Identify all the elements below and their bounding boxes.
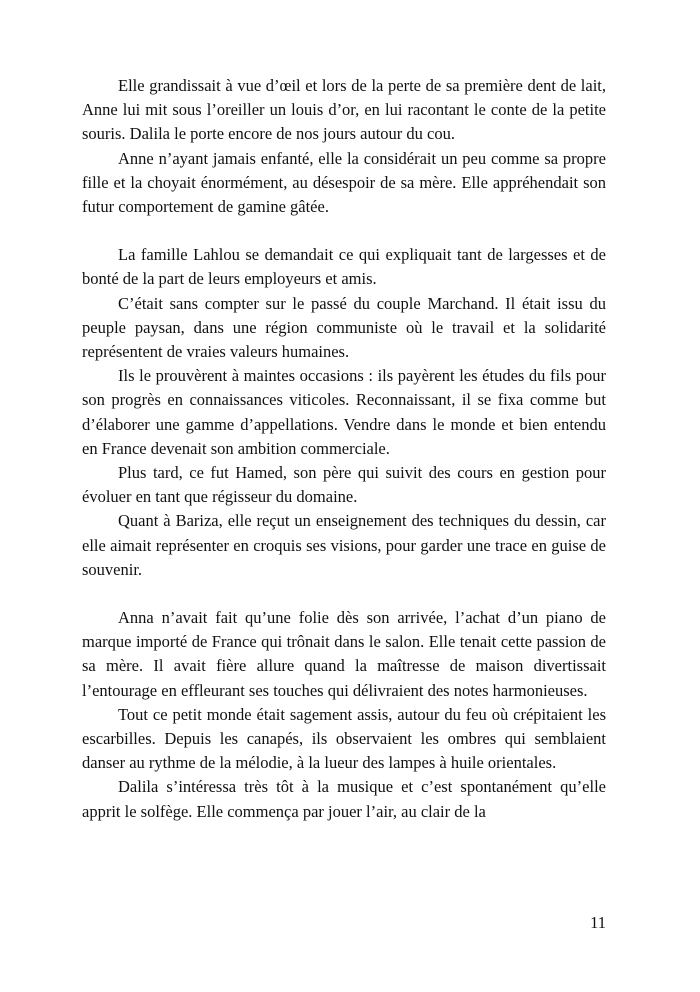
paragraph: Tout ce petit monde était sagement assis, autour du feu où crépitaient les escarbilles. Depuis les canapés, ils observaient les ombres qui semblaient danser au rythme de la mélodie, à la lueur des lampes à huile orientales. [82, 704, 606, 773]
page-body [82, 74, 606, 824]
paragraph: Ils le prouvèrent à maintes occasions : ils payèrent les études du fils pour son progrès en connaissances viticoles. Reconnaissant, il se fixa comme but d’élaborer une gamme d’appellations. Vendre dans le monde et bien entendu en France devenait son ambition commerciale. [82, 366, 606, 458]
paragraph: La famille Lahlou se demandait ce qui expliquait tant de largesses et de bonté de la part de leurs employeurs et amis. [82, 245, 606, 289]
paragraph: Quant à Bariza, elle reçut un enseignement des techniques du dessin, car elle aimait représenter en croquis ses visions, pour garder une trace en guise de souvenir. [82, 511, 606, 579]
paragraph: Elle grandissait à vue d’œil et lors de la perte de sa première dent de lait, Anne lui mit sous l’oreiller un louis d’or, en lui racontant le conte de la petite souris. Dalila le porte encore de nos jours autour du cou. [82, 76, 606, 144]
paragraph: Dalila s’intéressa très tôt à la musique et c’est spontanément qu’elle apprit le solfège. Elle commença par jouer l’air, au clair de la [82, 777, 606, 821]
paragraph: Anna n’avait fait qu’une folie dès son arrivée, l’achat d’un piano de marque importé de France qui trônait dans le salon. Elle tenait cette passion de sa mère. Il avait fière allure quand la maîtresse de maison divertissait l’entourage en effleurant ses touches qui délivraient des notes harmonieuses. [82, 608, 606, 700]
paragraph: C’était sans compter sur le passé du couple Marchand. Il était issu du peuple paysan, dans une région communiste où le travail et la solidarité représentent de vraies valeurs humaines. [82, 293, 606, 362]
page-number: 11 [590, 913, 606, 932]
paragraph: Plus tard, ce fut Hamed, son père qui suivit des cours en gestion pour évoluer en tant que régisseur du domaine. [82, 463, 606, 507]
paragraph: Anne n’ayant jamais enfanté, elle la considérait un peu comme sa propre fille et la choyait énormément, au désespoir de sa mère. Elle appréhendait son futur comportement de gamine gâtée. [82, 148, 606, 217]
